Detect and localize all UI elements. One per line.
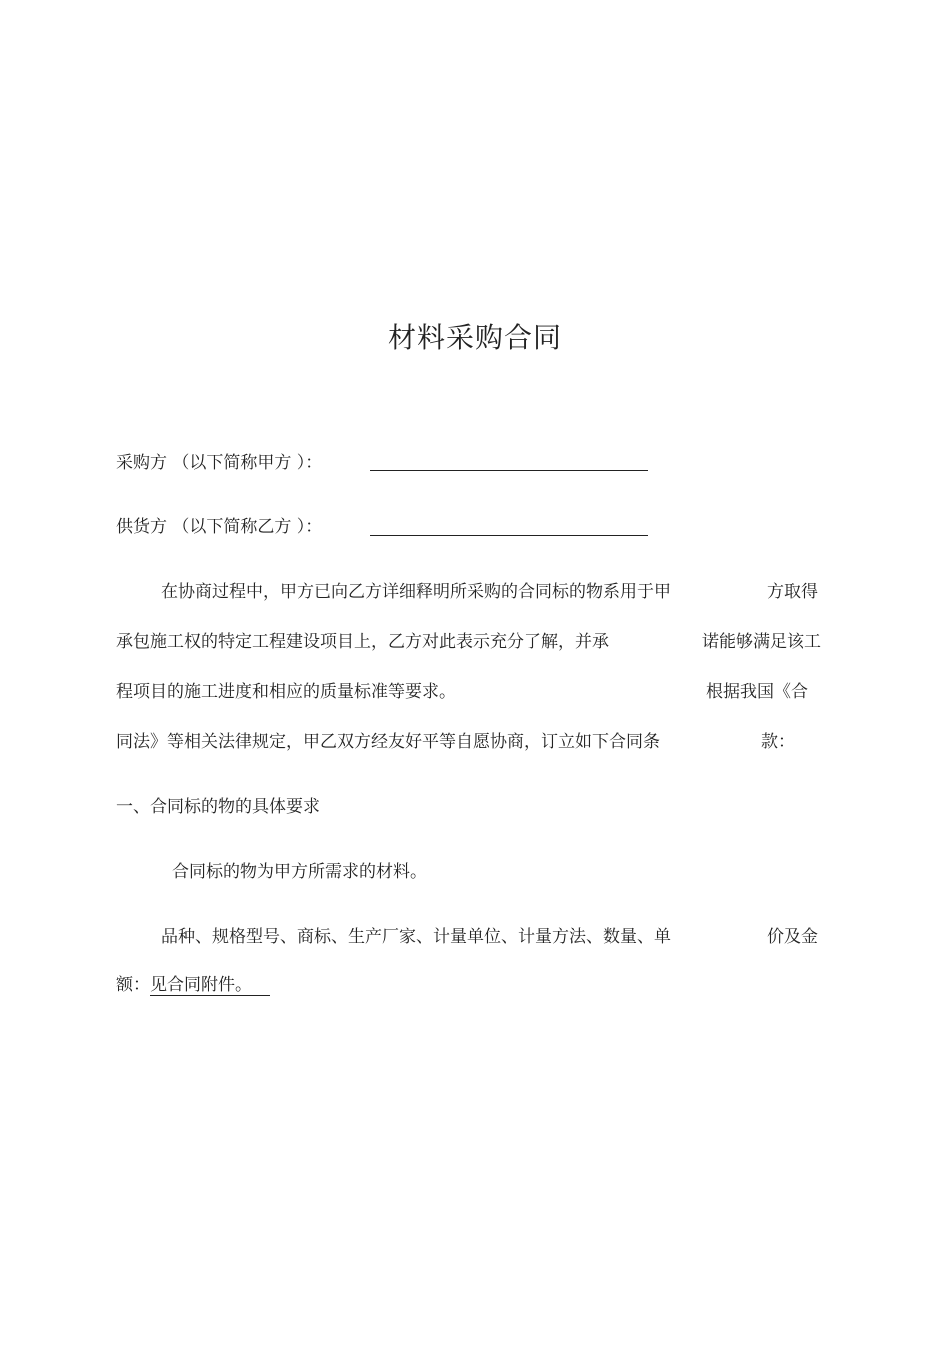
preamble-line-2a: 承包施工权的特定工程建设项目上，乙方对此表示充分了解，并承 xyxy=(116,632,609,652)
preamble-line-2b: 诺能够满足该工 xyxy=(702,632,821,652)
preamble-line-4b: 款： xyxy=(761,732,795,752)
section-1-para-2-line-2 xyxy=(116,974,270,996)
supplier-label: 供货方 （以下简称乙方 ）： xyxy=(116,517,323,537)
buyer-label: 采购方 （以下简称甲方 ）： xyxy=(116,453,323,473)
amount-label: 额： xyxy=(116,975,150,995)
preamble-line-3b: 根据我国《合 xyxy=(706,682,808,702)
preamble-line-3a: 程项目的施工进度和相应的质量标准等要求。 xyxy=(116,682,456,702)
buyer-fill-line xyxy=(370,470,648,471)
section-1-para-2-line-1b: 价及金 xyxy=(767,927,818,947)
preamble-line-1b: 方取得 xyxy=(767,582,818,602)
preamble-line-4a: 同法》等相关法律规定，甲乙双方经友好平等自愿协商，订立如下合同条 xyxy=(116,732,660,752)
supplier-fill-line xyxy=(370,535,648,536)
preamble-line-1a: 在协商过程中，甲方已向乙方详细释明所采购的合同标的物系用于甲 xyxy=(161,582,671,602)
section-1-para-1: 合同标的物为甲方所需求的材料。 xyxy=(172,862,427,882)
section-1-para-2-line-1a: 品种、规格型号、商标、生产厂家、计量单位、计量方法、数量、单 xyxy=(161,927,671,947)
contract-appendix-reference: 见合同附件。 xyxy=(150,975,270,996)
document-title: 材料采购合同 xyxy=(387,321,562,354)
section-1-heading: 一、合同标的物的具体要求 xyxy=(116,797,320,817)
